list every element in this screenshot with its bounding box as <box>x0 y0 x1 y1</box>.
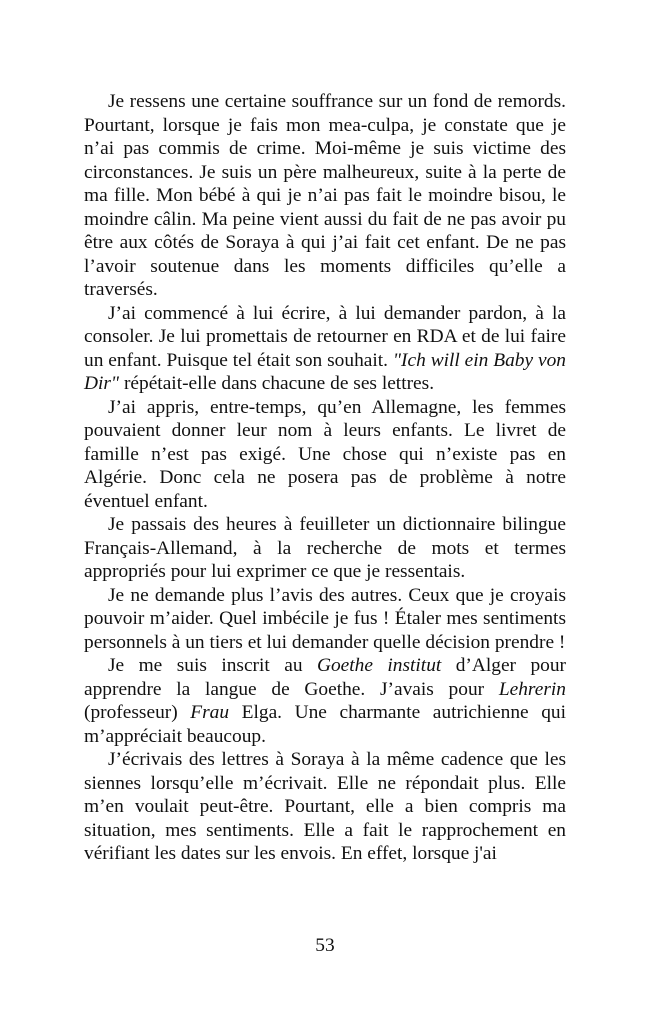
paragraph-text: Je ressens une certaine souffrance sur un fond de remords. Pourtant, lorsque je fais mon mea-culpa, je constate que je n’ai pas commis de crime. Moi-même je suis victime des circonstances. Je suis un père malheureux, suite à la perte de ma fille. Mon bébé à qui je n’ai pas fait le moindre bisou, le moindre câlin. Ma peine vient aussi du fait de ne pas avoir pu être aux côtés de Soraya à qui j’ai fait cet enfant. De ne pas l’avoir soutenue dans les moments difficiles qu’elle a traversés. <box>84 91 566 300</box>
paragraph-text: Je me suis inscrit au <box>108 655 317 676</box>
paragraph-text: Elga. Une charmante autrichienne qui m’appréciait beaucoup. <box>84 702 566 747</box>
italic-term: Frau <box>190 702 230 723</box>
italic-term: Lehrerin <box>498 678 566 700</box>
paragraph-text: (professeur) <box>84 702 191 723</box>
paragraph-4 <box>84 513 566 584</box>
german-quote: "Ich will ein Baby von Dir" <box>84 349 566 394</box>
paragraph-text: J’ai appris, entre-temps, qu’en Allemagne, les femmes pouvaient donner leur nom à leurs enfants. Le livret de famille n’est pas exigé. Une chose qui n’existe pas en Algérie. Donc cela ne posera pas de problème à notre éventuel enfant. <box>84 396 566 512</box>
paragraph-text: d’Alger pour apprendre la langue de Goethe. J’avais pour <box>84 655 566 700</box>
page-body <box>84 90 566 866</box>
paragraph-text: Je passais des heures à feuilleter un dictionnaire bilingue Français-Allemand, à la recherche de mots et termes appropriés pour lui exprimer ce que je ressentais. <box>84 514 566 582</box>
paragraph-2 <box>84 302 566 396</box>
paragraph-text: J’écrivais des lettres à Soraya à la même cadence que les siennes lorsqu’elle m’écrivait. Elle ne répondait plus. Elle m’en voulait peut-être. Pourtant, elle a bien compris ma situation, mes sentiments. Elle a fait le rapprochement en vérifiant les dates sur les envois. En effet, lorsque j'ai <box>84 749 566 864</box>
paragraph-text: J’ai commencé à lui écrire, à lui demander pardon, à la consoler. Je lui promettais de retourner en RDA et de lui faire un enfant. Puisque tel était son souhait. <box>84 302 566 371</box>
paragraph-7 <box>84 748 566 866</box>
paragraph-6 <box>84 654 566 748</box>
paragraph-5 <box>84 584 566 655</box>
paragraph-text: Je ne demande plus l’avis des autres. Ceux que je croyais pouvoir m’aider. Quel imbécile je fus ! Étaler mes sentiments personnels à un tiers et lui demander quelle décision prendre ! <box>84 584 566 653</box>
paragraph-3 <box>84 396 566 514</box>
page-number: 53 <box>315 935 335 956</box>
italic-term: Goethe institut <box>316 655 442 676</box>
paragraph-text: répétait-elle dans chacune de ses lettres. <box>119 373 435 394</box>
paragraph-1 <box>84 90 566 302</box>
